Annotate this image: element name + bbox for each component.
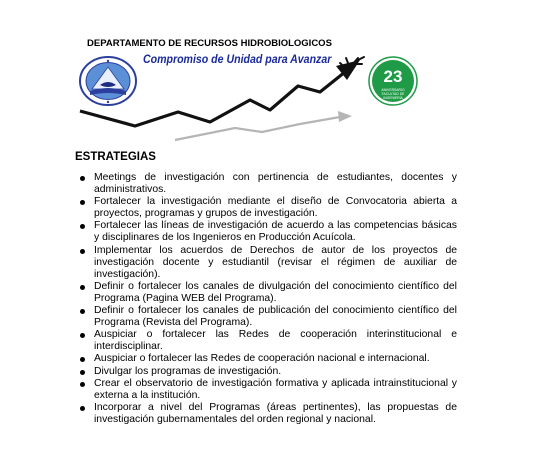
section-heading: ESTRATEGIAS: [75, 151, 156, 163]
list-item: [77, 402, 457, 426]
list-item-text: Implementar los acuerdos de Derechos de autor de los proyectos de investigación docente y estudiantil (revisar el régimen de auxiliar de investigación).: [94, 244, 457, 280]
bullet-icon: [80, 333, 85, 338]
bullet-icon: [80, 285, 85, 290]
bullet-icon: [80, 309, 85, 314]
list-item-text: Meetings de investigación con pertinencia de estudiantes, docentes y administrativos.: [94, 172, 457, 196]
bullet-icon: [80, 382, 85, 387]
list-item-text: Definir o fortalecer los canales de publicación del conocimiento científico del Programa (Revista del Programa).: [94, 305, 457, 329]
list-item: [77, 196, 457, 220]
gray-arrow-head-icon: [338, 111, 352, 122]
list-item: [77, 378, 457, 402]
bullet-icon: [80, 224, 85, 229]
bullet-icon: [80, 176, 85, 181]
department-title: DEPARTAMENTO DE RECURSOS HIDROBIOLOGICOS: [87, 38, 332, 49]
list-item: [77, 366, 457, 378]
list-item: [77, 353, 457, 365]
bullet-icon: [80, 406, 85, 411]
list-item-text: Incorporar a nivel del Programas (áreas pertinentes), las propuestas de investigación gubernamentales del orden regional y nacional.: [94, 401, 457, 425]
slogan-text: Compromiso de Unidad para Avanzar: [143, 54, 332, 66]
list-item: [77, 245, 457, 281]
list-item: [77, 172, 457, 196]
anniversary-number: 23: [383, 67, 403, 86]
bullet-icon: [80, 249, 85, 254]
list-item-text: Divulgar los programas de investigación.: [94, 365, 282, 377]
list-item-text: Definir o fortalecer los canales de divulgación del conocimiento científico del Programa (Pagina WEB del Programa).: [94, 280, 457, 304]
list-item: [77, 305, 457, 329]
header-banner: [0, 0, 534, 150]
anniversary-caption: ANIVERSARIO FACULTAD DE INGENIERÍA: [381, 88, 405, 100]
bullet-icon: [80, 357, 85, 362]
fish-seal-logo-icon: [78, 55, 138, 107]
list-item-text: Auspiciar o fortalecer las Redes de cooperación nacional e internacional.: [94, 353, 430, 365]
list-item-text: Crear el observatorio de investigación formativa y aplicada intrainstitucional y externa a la institución.: [94, 377, 457, 401]
list-item-text: Fortalecer la investigación mediante el diseño de Convocatoria abierta a proyectos, programas y grupos de investigación.: [94, 196, 457, 220]
list-item: [77, 220, 457, 244]
list-item: [77, 281, 457, 305]
list-item-text: Fortalecer las líneas de investigación de acuerdo a las competencias básicas y disciplinares de los Ingenieros en Producción Acuícola.: [94, 220, 457, 244]
bullet-icon: [80, 370, 85, 375]
bullet-icon: [80, 200, 85, 205]
list-item: [77, 329, 457, 353]
strategy-list: [77, 172, 457, 426]
list-item-text: Auspiciar o fortalecer las Redes de cooperación interinstitucional e interdisciplinar.: [94, 329, 457, 353]
anniversary-badge: [368, 56, 418, 106]
